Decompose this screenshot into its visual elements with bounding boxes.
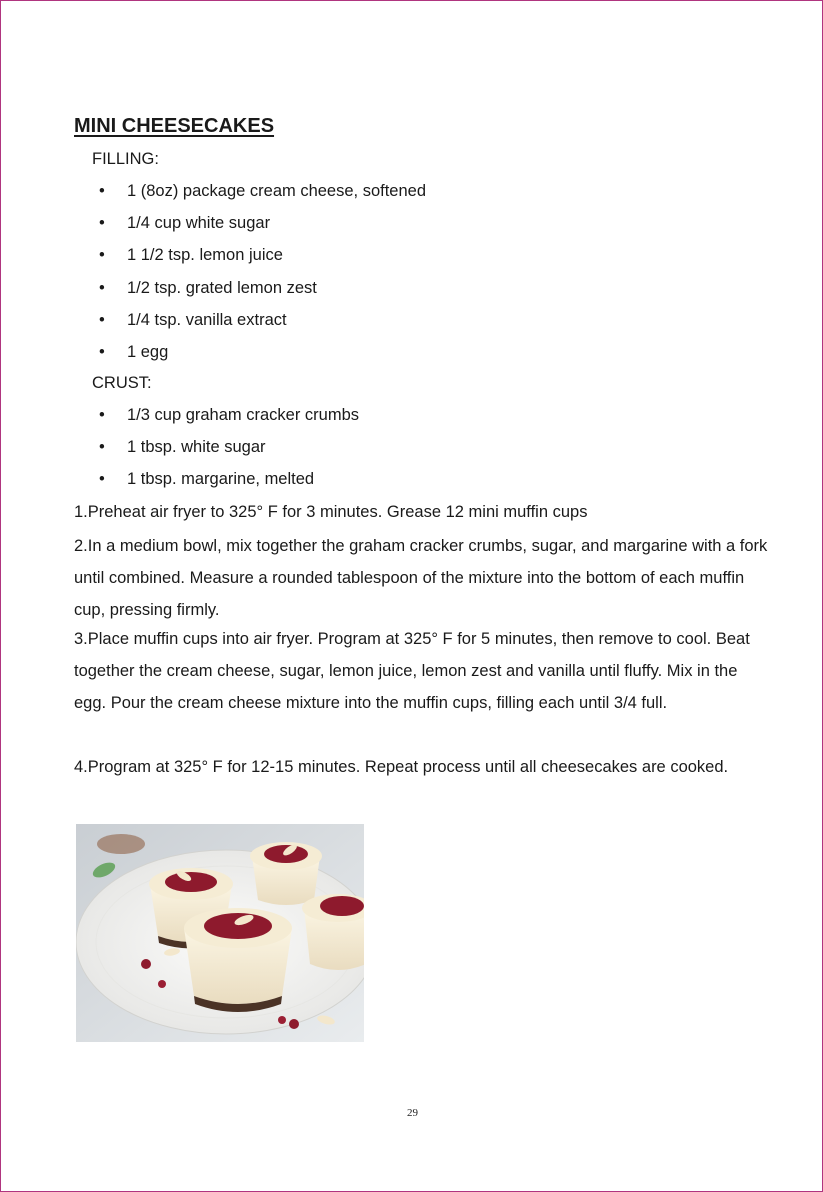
filling-item [99,279,599,303]
filling-item [99,182,599,206]
bullet: • [99,182,105,200]
crust-item [99,470,599,494]
recipe-title: MINI CHEESECAKES [74,115,275,137]
instruction-step: 1.Preheat air fryer to 325° F for 3 minutes. Grease 12 mini muffin cups [74,503,588,521]
filling-item [99,214,599,238]
cheesecake-photo [76,824,364,1042]
bullet: • [99,214,105,232]
bullet: • [99,438,105,456]
ingredient-text: 1/4 cup white sugar [127,214,271,232]
crust-label: CRUST: [92,374,152,392]
cheesecake-illustration [76,824,364,1042]
page-number: 29 [407,1107,418,1119]
ingredient-text: 1 tbsp. margarine, melted [127,470,315,488]
bullet: • [99,470,105,488]
ingredient-text: 1 tbsp. white sugar [127,438,266,456]
ingredient-text: 1 egg [127,343,169,361]
bullet: • [99,311,105,329]
instruction-step: 4.Program at 325° F for 12-15 minutes. Repeat process until all cheesecakes are cooked. [74,758,729,776]
ingredient-text: 1/4 tsp. vanilla extract [127,311,287,329]
bullet: • [99,279,105,297]
ingredient-text: 1/3 cup graham cracker crumbs [127,406,360,424]
instruction-step: 3.Place muffin cups into air fryer. Program at 325° F for 5 minutes, then remove to cool. Beat together the cream cheese, sugar, lemon juice, lemon zest and vanilla until fluffy. Mix in the egg. Pour the cream cheese mixture into the muffin cups, filling each until 3/4 full. [74,630,750,712]
filling-label: FILLING: [92,150,159,168]
ingredient-text: 1 (8oz) package cream cheese, softened [127,182,427,200]
ingredient-text: 1 1/2 tsp. lemon juice [127,246,283,264]
filling-item [99,311,599,335]
crust-item [99,406,599,430]
instruction-step: 2.In a medium bowl, mix together the graham cracker crumbs, sugar, and margarine with a fork until combined. Measure a rounded tablespoon of the mixture into the bottom of each muffin cup, pressing firmly. [74,537,768,619]
bullet: • [99,246,105,264]
ingredient-text: 1/2 tsp. grated lemon zest [127,279,317,297]
filling-item [99,343,599,367]
filling-item [99,246,599,270]
crust-item [99,438,599,462]
bullet: • [99,343,105,361]
bullet: • [99,406,105,424]
